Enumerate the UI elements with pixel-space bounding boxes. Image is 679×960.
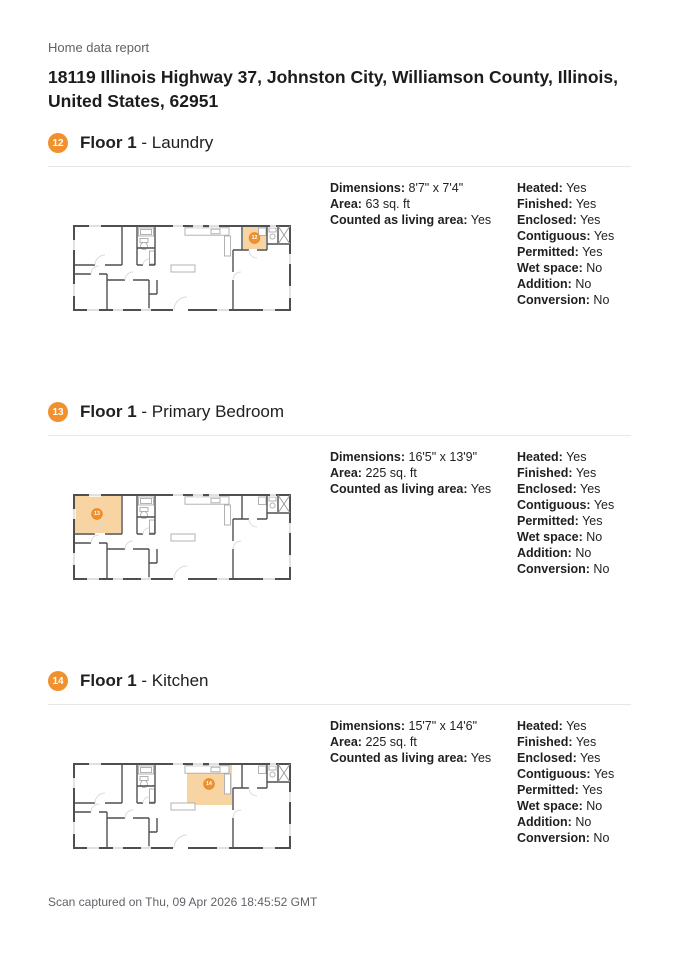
attribute-list <box>517 180 631 325</box>
plan-room-badge-number: 12 <box>251 235 258 241</box>
detail-line <box>517 180 631 196</box>
detail-value: 225 sq. ft <box>365 466 417 480</box>
detail-label: Enclosed: <box>517 751 577 765</box>
detail-value: Yes <box>566 450 587 464</box>
section-header <box>48 668 631 694</box>
floor-label: Floor 1 <box>80 671 137 690</box>
detail-value: 8'7" x 7'4" <box>408 181 464 195</box>
sections <box>48 130 631 863</box>
detail-value: Yes <box>582 514 603 528</box>
detail-line <box>517 196 631 212</box>
section-content <box>48 167 631 325</box>
plan-room-badge-number: 13 <box>94 511 100 517</box>
attribute-list <box>517 718 631 863</box>
detail-label: Contiguous: <box>517 229 591 243</box>
detail-line <box>517 529 631 545</box>
section-header <box>48 399 631 425</box>
detail-line <box>330 180 517 196</box>
detail-label: Addition: <box>517 277 572 291</box>
detail-line <box>330 750 517 766</box>
detail-line <box>330 481 517 497</box>
detail-line <box>517 545 631 561</box>
attribute-list <box>517 449 631 594</box>
detail-value: Yes <box>582 783 603 797</box>
floor-plan-column <box>65 718 305 863</box>
detail-value: No <box>575 815 592 829</box>
room-section <box>48 399 631 594</box>
detail-value: No <box>593 293 610 307</box>
detail-value: Yes <box>575 735 597 749</box>
detail-value: Yes <box>470 213 492 227</box>
detail-line <box>517 244 631 260</box>
floor-plan-column <box>65 449 305 594</box>
detail-label: Contiguous: <box>517 498 591 512</box>
detail-label: Permitted: <box>517 514 579 528</box>
detail-value: Yes <box>593 498 615 512</box>
closet-x-icon <box>278 764 290 782</box>
detail-value: Yes <box>575 197 597 211</box>
detail-label: Conversion: <box>517 562 590 576</box>
detail-value: Yes <box>566 181 587 195</box>
detail-value: No <box>586 261 603 275</box>
detail-label: Counted as living area: <box>330 213 468 227</box>
detail-label: Conversion: <box>517 293 590 307</box>
detail-label: Contiguous: <box>517 767 591 781</box>
detail-line <box>330 196 517 212</box>
detail-label: Heated: <box>517 719 563 733</box>
section-title <box>80 402 284 422</box>
detail-value: 225 sq. ft <box>365 735 417 749</box>
section-content <box>48 705 631 863</box>
scan-timestamp: Scan captured on Thu, 09 Apr 2026 18:45:52 GMT <box>48 895 318 909</box>
detail-value: No <box>586 799 603 813</box>
detail-label: Finished: <box>517 735 573 749</box>
detail-label: Permitted: <box>517 245 579 259</box>
floor-plan-image <box>65 760 305 858</box>
detail-label: Wet space: <box>517 530 583 544</box>
detail-line <box>517 718 631 734</box>
section-title <box>80 133 213 153</box>
section-number-badge: 14 <box>48 671 68 691</box>
detail-line <box>517 276 631 292</box>
section-number-badge: 13 <box>48 402 68 422</box>
detail-label: Permitted: <box>517 783 579 797</box>
room-label: - Laundry <box>141 133 214 152</box>
floor-plan-image <box>65 222 305 320</box>
detail-label: Counted as living area: <box>330 751 468 765</box>
section-header <box>48 130 631 156</box>
detail-line <box>517 212 631 228</box>
detail-line <box>517 449 631 465</box>
room-section <box>48 668 631 863</box>
detail-value: 16'5" x 13'9" <box>408 450 478 464</box>
detail-value: No <box>593 562 610 576</box>
detail-label: Finished: <box>517 466 573 480</box>
floor-label: Floor 1 <box>80 133 137 152</box>
detail-line <box>517 228 631 244</box>
detail-label: Enclosed: <box>517 482 577 496</box>
detail-line <box>517 465 631 481</box>
detail-value: Yes <box>580 751 601 765</box>
detail-label: Counted as living area: <box>330 482 468 496</box>
detail-label: Area: <box>330 466 362 480</box>
closet-x-icon <box>278 226 290 244</box>
detail-value: No <box>575 277 592 291</box>
detail-line <box>517 481 631 497</box>
detail-line <box>330 734 517 750</box>
detail-line <box>330 465 517 481</box>
detail-line <box>330 212 517 228</box>
detail-line <box>517 830 631 846</box>
detail-value: Yes <box>566 719 587 733</box>
detail-value: Yes <box>470 751 492 765</box>
detail-line <box>330 718 517 734</box>
detail-line <box>517 497 631 513</box>
detail-label: Enclosed: <box>517 213 577 227</box>
detail-value: Yes <box>580 482 601 496</box>
floor-plan-column <box>65 180 305 325</box>
detail-line <box>517 750 631 766</box>
floor-plan-image <box>65 491 305 589</box>
detail-label: Area: <box>330 735 362 749</box>
section-number-badge: 12 <box>48 133 68 153</box>
section-title <box>80 671 209 691</box>
detail-line <box>517 814 631 830</box>
detail-line <box>517 782 631 798</box>
detail-line <box>330 449 517 465</box>
detail-line <box>517 260 631 276</box>
detail-value: 63 sq. ft <box>365 197 410 211</box>
closet-x-icon <box>278 495 290 513</box>
detail-value: Yes <box>582 245 603 259</box>
detail-value: Yes <box>470 482 492 496</box>
detail-label: Dimensions: <box>330 181 406 195</box>
detail-label: Heated: <box>517 450 563 464</box>
room-label: - Kitchen <box>141 671 209 690</box>
front-door-gap <box>173 577 188 582</box>
fixtures <box>139 497 277 541</box>
detail-line <box>517 561 631 577</box>
detail-line <box>517 513 631 529</box>
detail-value: No <box>593 831 610 845</box>
detail-label: Dimensions: <box>330 719 406 733</box>
detail-label: Area: <box>330 197 362 211</box>
detail-line <box>517 798 631 814</box>
detail-line <box>517 766 631 782</box>
detail-label: Conversion: <box>517 831 590 845</box>
detail-value: Yes <box>575 466 597 480</box>
detail-label: Addition: <box>517 815 572 829</box>
plan-room-badge-number: 14 <box>206 781 212 787</box>
room-section <box>48 130 631 325</box>
detail-label: Wet space: <box>517 799 583 813</box>
dimension-details <box>330 180 517 325</box>
detail-value: No <box>575 546 592 560</box>
detail-value: No <box>586 530 603 544</box>
dimension-details <box>330 718 517 863</box>
floor-label: Floor 1 <box>80 402 137 421</box>
report-kicker: Home data report <box>48 40 150 55</box>
dimension-details <box>330 449 517 594</box>
room-label: - Primary Bedroom <box>141 402 285 421</box>
detail-label: Heated: <box>517 181 563 195</box>
detail-label: Wet space: <box>517 261 583 275</box>
front-door-gap <box>173 308 188 313</box>
section-content <box>48 436 631 594</box>
property-address-title: 18119 Illinois Highway 37, Johnston City, Williamson County, Illinois, United States, 62951 <box>48 67 618 111</box>
detail-value: Yes <box>593 229 615 243</box>
detail-line <box>517 734 631 750</box>
front-door-gap <box>173 846 188 851</box>
detail-label: Addition: <box>517 546 572 560</box>
detail-value: Yes <box>593 767 615 781</box>
detail-line <box>517 292 631 308</box>
detail-label: Dimensions: <box>330 450 406 464</box>
detail-label: Finished: <box>517 197 573 211</box>
detail-value: 15'7" x 14'6" <box>408 719 478 733</box>
detail-value: Yes <box>580 213 601 227</box>
